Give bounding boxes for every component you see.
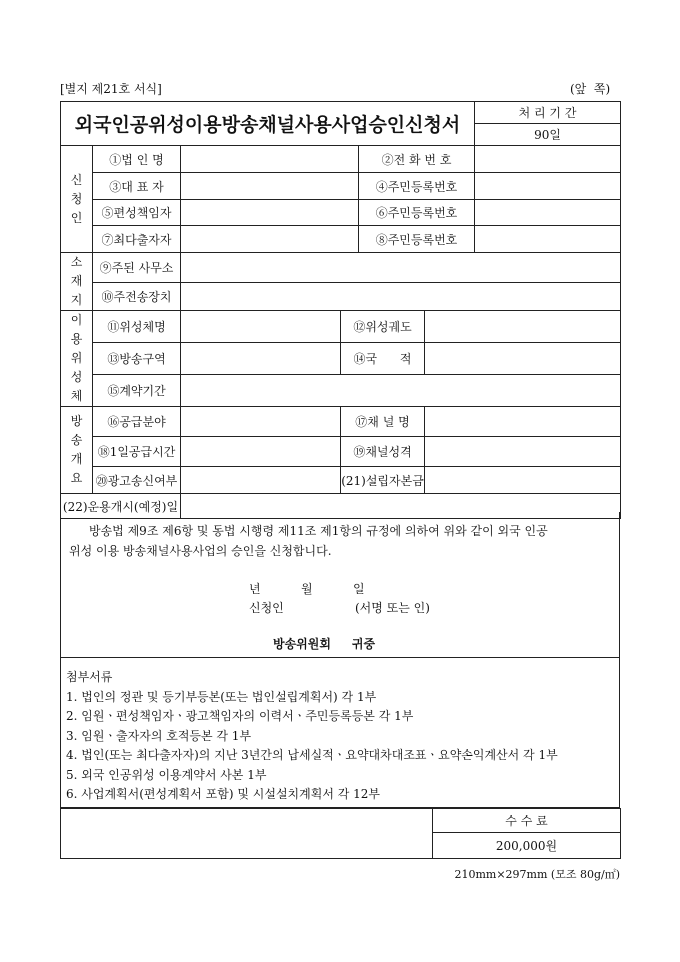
field-label: ⑦최다출자자 bbox=[93, 226, 181, 253]
field-label: (21)설립자본금 bbox=[341, 467, 425, 494]
fee-label: 수 수 료 bbox=[433, 809, 621, 833]
field-label: ⑩주전송장치 bbox=[93, 282, 181, 310]
attachment-item: 2. 임원ㆍ편성책임자ㆍ광고책임자의 이력서ㆍ주민등록등본 각 1부 bbox=[66, 709, 414, 723]
satellite-name-field[interactable] bbox=[181, 311, 341, 343]
daily-supply-hours-field[interactable] bbox=[181, 437, 341, 467]
supply-field-field[interactable] bbox=[181, 407, 341, 437]
location-group-label: 소재지 bbox=[61, 253, 93, 311]
corporation-name-field[interactable] bbox=[181, 146, 359, 173]
field-label: ⑲채널성격 bbox=[341, 437, 425, 467]
application-form bbox=[60, 145, 621, 519]
field-label: ⑰채 널 명 bbox=[341, 407, 425, 437]
field-label: ⑫위성궤도 bbox=[341, 311, 425, 343]
main-office-field[interactable] bbox=[181, 253, 621, 283]
channel-name-field[interactable] bbox=[425, 407, 621, 437]
paper-spec: 210mm×297mm (모조 80g/㎡) bbox=[454, 868, 620, 881]
page-side: (앞 쪽) bbox=[570, 82, 611, 96]
year-label: 년 bbox=[249, 582, 261, 596]
statement-block bbox=[60, 512, 620, 657]
field-label: ⑯공급분야 bbox=[93, 407, 181, 437]
month-label: 월 bbox=[301, 582, 313, 596]
processing-period-label: 처 리 기 간 bbox=[475, 102, 621, 124]
applicant-signature-label: 신청인 bbox=[249, 601, 284, 615]
addressee: 방송위원회 귀중 bbox=[273, 637, 376, 651]
field-label: ⑬방송구역 bbox=[93, 343, 181, 375]
fee-value: 200,000원 bbox=[433, 833, 621, 859]
programming-manager-id-field[interactable] bbox=[475, 200, 621, 226]
channel-character-field[interactable] bbox=[425, 437, 621, 467]
field-label: ③대 표 자 bbox=[93, 173, 181, 200]
field-label: (22)운용개시(예정)일 bbox=[61, 494, 181, 519]
attachment-item: 3. 임원ㆍ출자자의 호적등본 각 1부 bbox=[66, 728, 252, 743]
contract-period-field[interactable] bbox=[181, 375, 621, 407]
largest-investor-id-field[interactable] bbox=[475, 226, 621, 253]
representative-field[interactable] bbox=[181, 173, 359, 200]
field-label: ⑳광고송신여부 bbox=[93, 467, 181, 494]
attachment-item: 1. 법인의 정관 및 등기부등본(또는 법인설립계획서) 각 1부 bbox=[66, 689, 377, 704]
attachment-item: 6. 사업계획서(편성계획서 포함) 및 시설설치계획서 각 12부 bbox=[66, 787, 380, 801]
field-label: ⑧주민등록번호 bbox=[359, 226, 475, 253]
advertising-field[interactable] bbox=[181, 467, 341, 494]
field-label: ⑱1일공급시간 bbox=[93, 437, 181, 467]
field-label: ⑨주된 사무소 bbox=[93, 253, 181, 283]
main-transmitter-field[interactable] bbox=[181, 282, 621, 310]
attachments-block bbox=[60, 657, 620, 808]
fee-table bbox=[60, 808, 621, 859]
field-label: ①법 인 명 bbox=[93, 146, 181, 173]
broadcast-group-label: 방송개요 bbox=[61, 407, 93, 494]
attachments-title: 첨부서류 bbox=[66, 670, 113, 684]
form-title: 외국인공위성이용방송채널사용사업승인신청서 bbox=[61, 102, 475, 146]
attachment-item: 4. 법인(또는 최다출자자)의 지난 3년간의 납세실적ㆍ요약대차대조표ㆍ요약손익계산서 각 1부 bbox=[66, 748, 558, 762]
statement-line: 위성 이용 방송채널사용사업의 승인을 신청합니다. bbox=[69, 544, 332, 558]
signature-note: (서명 또는 인) bbox=[355, 601, 430, 615]
representative-id-field[interactable] bbox=[475, 173, 621, 200]
blank-cell bbox=[61, 809, 433, 859]
title-table bbox=[60, 101, 621, 146]
attachment-item: 5. 외국 인공위성 이용계약서 사본 1부 bbox=[66, 767, 267, 782]
day-label: 일 bbox=[353, 582, 365, 596]
statement-line: 방송법 제9조 제6항 및 동법 시행령 제11조 제1항의 규정에 의하여 위와 같이 외국 인공 bbox=[89, 524, 548, 538]
capital-field[interactable] bbox=[425, 467, 621, 494]
satellite-orbit-field[interactable] bbox=[425, 311, 621, 343]
field-label: ②전 화 번 호 bbox=[359, 146, 475, 173]
field-label: ④주민등록번호 bbox=[359, 173, 475, 200]
phone-field[interactable] bbox=[475, 146, 621, 173]
field-label: ⑤편성책임자 bbox=[93, 200, 181, 226]
field-label: ⑪위성체명 bbox=[93, 311, 181, 343]
applicant-group-label: 신청인 bbox=[61, 146, 93, 253]
satellite-group-label: 이용위성체 bbox=[61, 311, 93, 407]
field-label: ⑭국 적 bbox=[341, 343, 425, 375]
field-label: ⑮계약기간 bbox=[93, 375, 181, 407]
nationality-field[interactable] bbox=[425, 343, 621, 375]
largest-investor-field[interactable] bbox=[181, 226, 359, 253]
broadcast-area-field[interactable] bbox=[181, 343, 341, 375]
processing-period-value: 90일 bbox=[475, 124, 621, 146]
form-number: [별지 제21호 서식] bbox=[60, 82, 162, 96]
field-label: ⑥주민등록번호 bbox=[359, 200, 475, 226]
programming-manager-field[interactable] bbox=[181, 200, 359, 226]
